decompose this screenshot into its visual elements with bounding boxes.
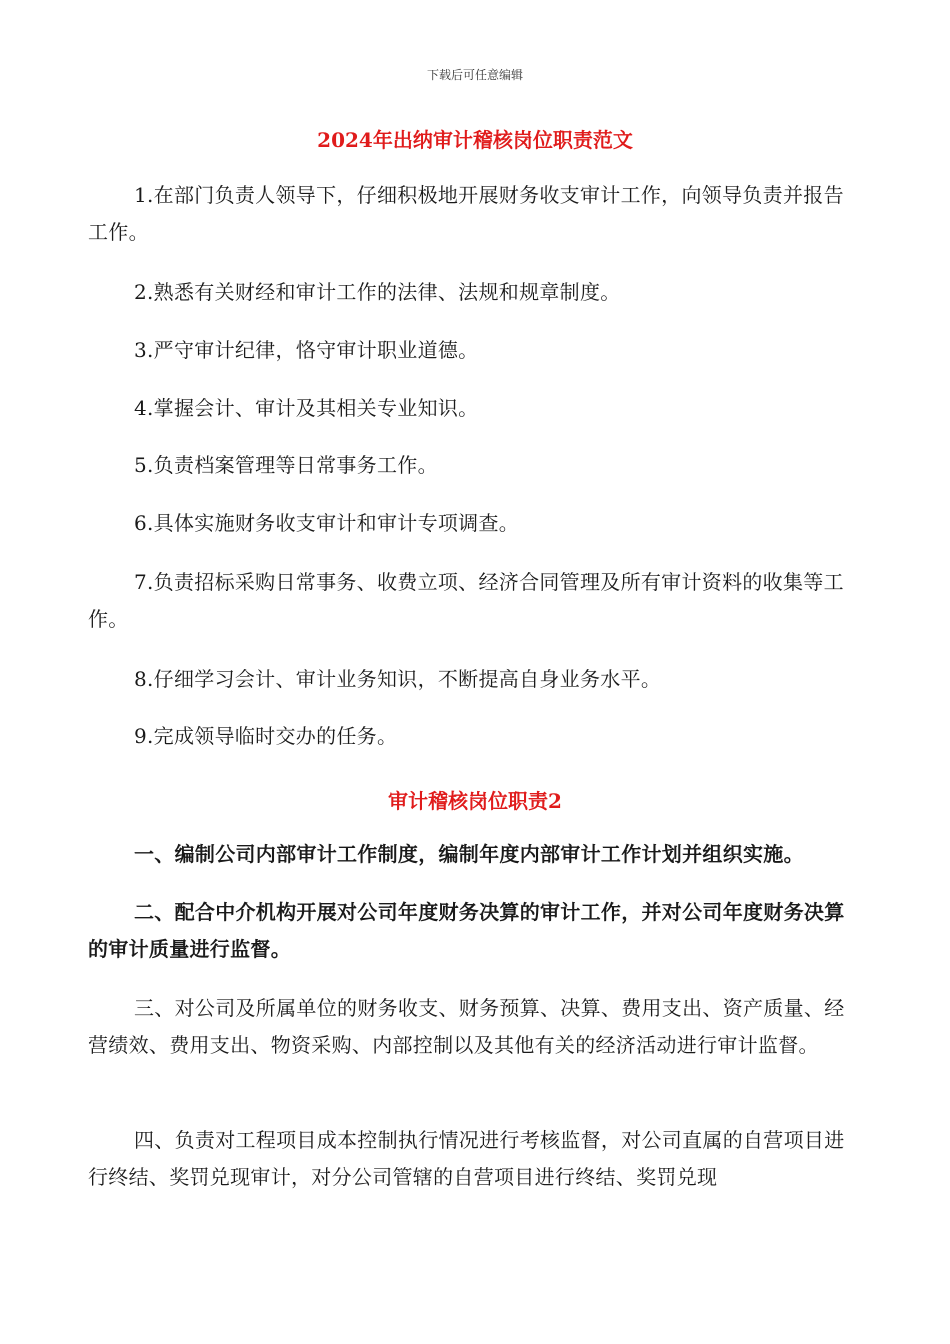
section2-item-3: 三、对公司及所属单位的财务收支、财务预算、决算、费用支出、资产质量、经营绩效、费用支出、物资采购、内部控制以及其他有关的经济活动进行审计监督。 xyxy=(88,996,845,1057)
list-item-9: 9.完成领导临时交办的任务。 xyxy=(134,724,398,748)
section2-item-2: 二、配合中介机构开展对公司年度财务决算的审计工作，并对公司年度财务决算的审计质量进行监督。 xyxy=(88,900,845,961)
document-title: 2024年出纳审计稽核岗位职责范文 xyxy=(317,128,633,152)
list-item-4: 4.掌握会计、审计及其相关专业知识。 xyxy=(134,396,479,420)
list-item-8: 8.仔细学习会计、审计业务知识，不断提高自身业务水平。 xyxy=(134,667,662,691)
list-item-5: 5.负责档案管理等日常事务工作。 xyxy=(134,453,438,477)
section2-item-4: 四、负责对工程项目成本控制执行情况进行考核监督，对公司直属的自营项目进行终结、奖罚兑现审计，对分公司管辖的自营项目进行终结、奖罚兑现 xyxy=(88,1128,845,1189)
list-item-3: 3.严守审计纪律，恪守审计职业道德。 xyxy=(134,338,479,362)
section2-title: 审计稽核岗位职责2 xyxy=(388,789,562,813)
section2-item-1: 一、编制公司内部审计工作制度，编制年度内部审计工作计划并组织实施。 xyxy=(134,842,804,866)
list-item-6: 6.具体实施财务收支审计和审计专项调查。 xyxy=(134,511,520,535)
list-item-7: 7.负责招标采购日常事务、收费立项、经济合同管理及所有审计资料的收集等工作。 xyxy=(88,570,844,631)
list-item-1: 1.在部门负责人领导下，仔细积极地开展财务收支审计工作，向领导负责并报告工作。 xyxy=(88,183,844,244)
list-item-2: 2.熟悉有关财经和审计工作的法律、法规和规章制度。 xyxy=(134,280,621,304)
header-note: 下载后可任意编辑 xyxy=(426,68,523,82)
